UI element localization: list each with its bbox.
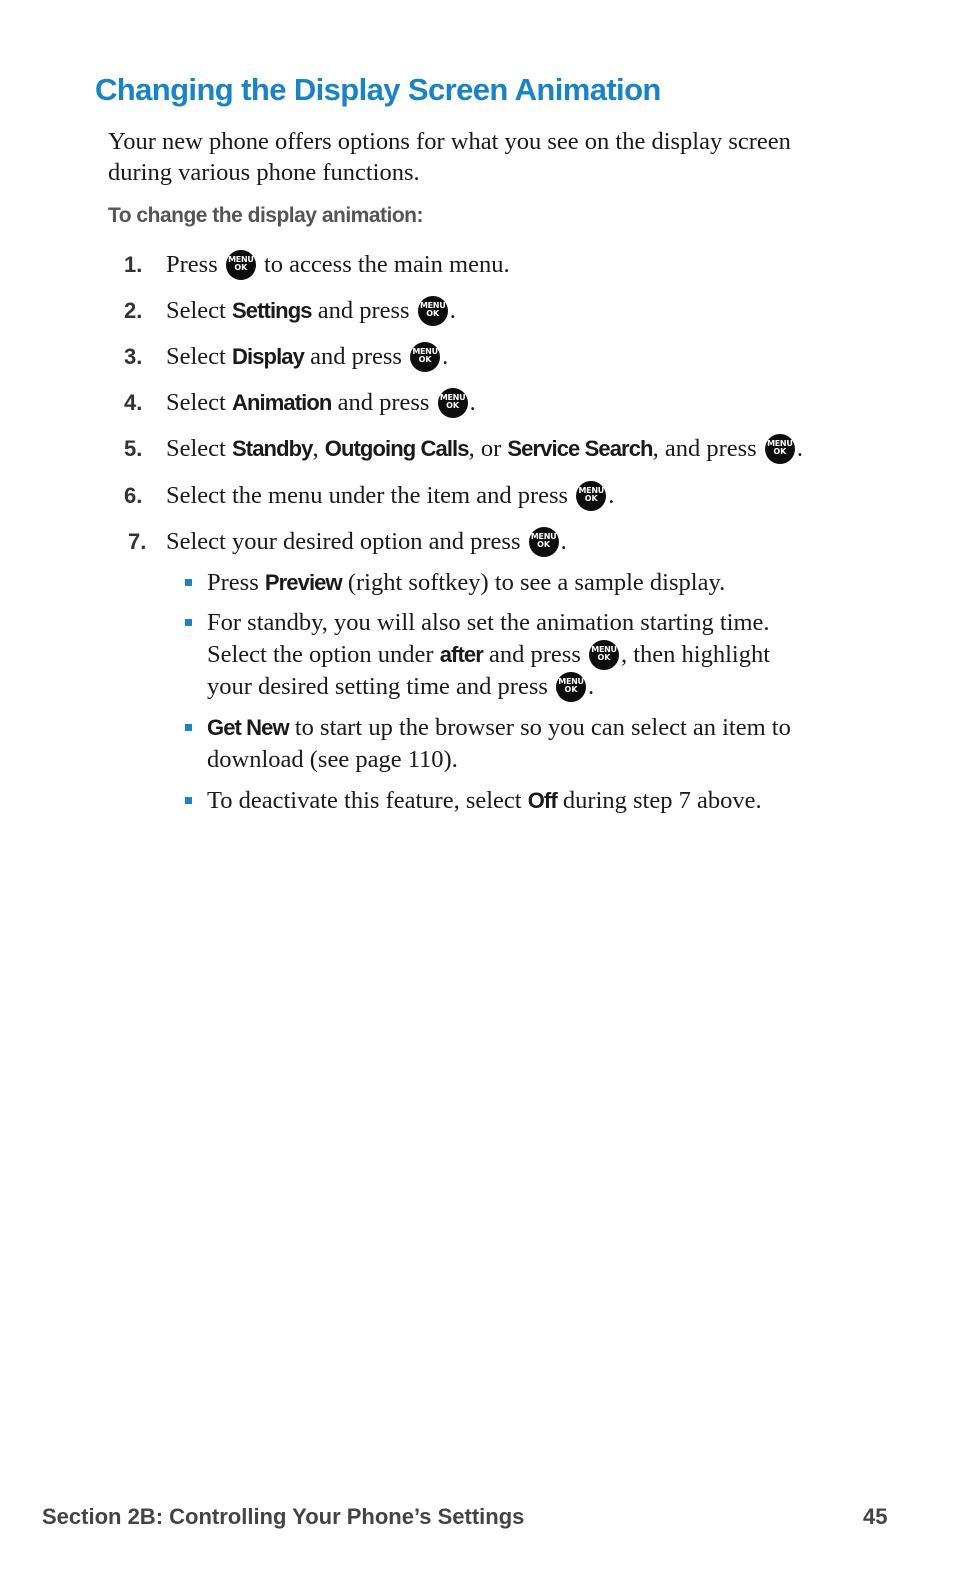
bullet-square-icon (185, 724, 192, 731)
bullet-text-part: Press (207, 569, 259, 596)
key-label-ok: OK (584, 494, 598, 503)
bullet-text-part: to start up the browser so you can select an item to download (see page 110). (207, 714, 791, 773)
step-text-part: to access the main menu. (263, 251, 510, 278)
menu-item-get-new: Get New (207, 715, 289, 740)
key-label-menu: MENU (419, 301, 446, 310)
bullet-text-part: Select the option under (207, 641, 434, 668)
menu-ok-key-icon (529, 527, 559, 557)
step-text (166, 248, 510, 282)
step-text-part: and press (310, 343, 402, 370)
step-text-part: . (449, 297, 456, 324)
step-text-part: . (469, 389, 476, 416)
step-number: 7. (128, 529, 147, 554)
bullet-text-part: your desired setting time and press (207, 673, 548, 700)
step-3 (0, 340, 954, 374)
key-label-ok: OK (564, 685, 578, 694)
bullet-text-part: (right softkey) to see a sample display. (347, 569, 726, 596)
menu-item-display: Display (232, 344, 304, 369)
menu-item-service-search: Service Search (507, 436, 653, 461)
key-label-ok: OK (597, 653, 611, 662)
step-text-part: , and press (652, 435, 757, 462)
step-text (166, 432, 803, 466)
menu-item-settings: Settings (232, 298, 312, 323)
step-text-part: , or (468, 435, 502, 462)
step-4 (0, 386, 954, 420)
bullet-text-part: . (588, 673, 595, 700)
key-label-menu: MENU (439, 393, 466, 402)
step-text-part: . (442, 343, 449, 370)
key-label-menu: MENU (530, 532, 557, 541)
menu-ok-key-icon (438, 388, 468, 418)
step-text-part: Select (166, 343, 226, 370)
key-label-menu: MENU (228, 255, 254, 264)
bullet-text-part: and press (489, 641, 581, 668)
menu-item-animation: Animation (232, 390, 332, 415)
step-text-part: Select (166, 389, 226, 416)
bullet-text (207, 567, 867, 599)
menu-ok-key-icon (765, 434, 795, 464)
step-number: 5. (124, 436, 143, 461)
softkey-preview: Preview (264, 570, 342, 595)
key-label-menu: MENU (578, 486, 604, 495)
page-title: Changing the Display Screen Animation (95, 72, 661, 107)
bullet-square-icon (185, 579, 192, 586)
key-label-menu: MENU (591, 645, 617, 654)
step-text-part: . (796, 435, 803, 462)
key-label-menu: MENU (558, 677, 584, 686)
bullet-text (207, 712, 867, 776)
menu-item-after: after (439, 642, 483, 667)
intro-paragraph: Your new phone offers options for what you see on the display screen during various phone functions. (108, 128, 791, 186)
bullet-text-part: To deactivate this feature, select (207, 787, 522, 814)
bullet-text-part: during step 7 above. (562, 787, 762, 814)
step-text-part: and press (337, 389, 430, 416)
step-text-part: Select (166, 297, 226, 324)
step-7 (0, 525, 954, 559)
bullet-square-icon (185, 797, 192, 804)
step-number: 2. (124, 298, 143, 323)
menu-item-off: Off (527, 788, 557, 813)
step-number: 3. (124, 344, 143, 369)
key-label-ok: OK (426, 309, 440, 318)
bullet-text (207, 785, 867, 817)
step-text-part: Press (166, 251, 218, 278)
step-1 (0, 248, 954, 282)
bullet-text-part: For standby, you will also set the animation starting time. (207, 609, 770, 636)
key-label-ok: OK (418, 355, 432, 364)
bullet-text (207, 607, 867, 703)
step-6 (0, 479, 954, 513)
menu-ok-key-icon (589, 640, 619, 670)
menu-ok-key-icon (418, 296, 448, 326)
bullet-text-part: , then highlight (621, 641, 771, 668)
step-number: 4. (124, 390, 143, 415)
step-text-part: , (312, 435, 319, 462)
key-label-ok: OK (446, 401, 460, 410)
key-label-ok: OK (234, 263, 248, 272)
menu-ok-key-icon (556, 672, 586, 702)
key-label-ok: OK (537, 540, 551, 549)
menu-ok-key-icon (226, 250, 256, 280)
footer-section-title: Section 2B: Controlling Your Phone’s Settings (42, 1504, 525, 1529)
menu-item-outgoing-calls: Outgoing Calls (324, 436, 469, 461)
step-text-part: . (608, 482, 615, 509)
key-label-menu: MENU (412, 347, 438, 356)
menu-item-standby: Standby (232, 436, 313, 461)
step-text-part: and press (317, 297, 410, 324)
step-text (166, 479, 614, 513)
step-2 (0, 294, 954, 328)
key-label-menu: MENU (767, 439, 793, 448)
procedure-heading: To change the display animation: (108, 204, 423, 227)
step-number: 1. (124, 252, 143, 277)
key-label-ok: OK (773, 447, 787, 456)
step-text-part: Select the menu under the item and press (166, 482, 569, 509)
step-text (166, 294, 456, 328)
step-text-part: Select (166, 435, 226, 462)
menu-ok-key-icon (576, 481, 606, 511)
page-number: 45 (863, 1504, 888, 1529)
step-5 (0, 432, 954, 466)
step-text-part: . (560, 528, 567, 555)
bullet-square-icon (185, 619, 192, 626)
step-text (166, 386, 476, 420)
step-number: 6. (124, 483, 143, 508)
step-text (166, 525, 567, 559)
menu-ok-key-icon (410, 342, 440, 372)
step-text-part: Select your desired option and press (166, 528, 521, 555)
step-text (166, 340, 448, 374)
